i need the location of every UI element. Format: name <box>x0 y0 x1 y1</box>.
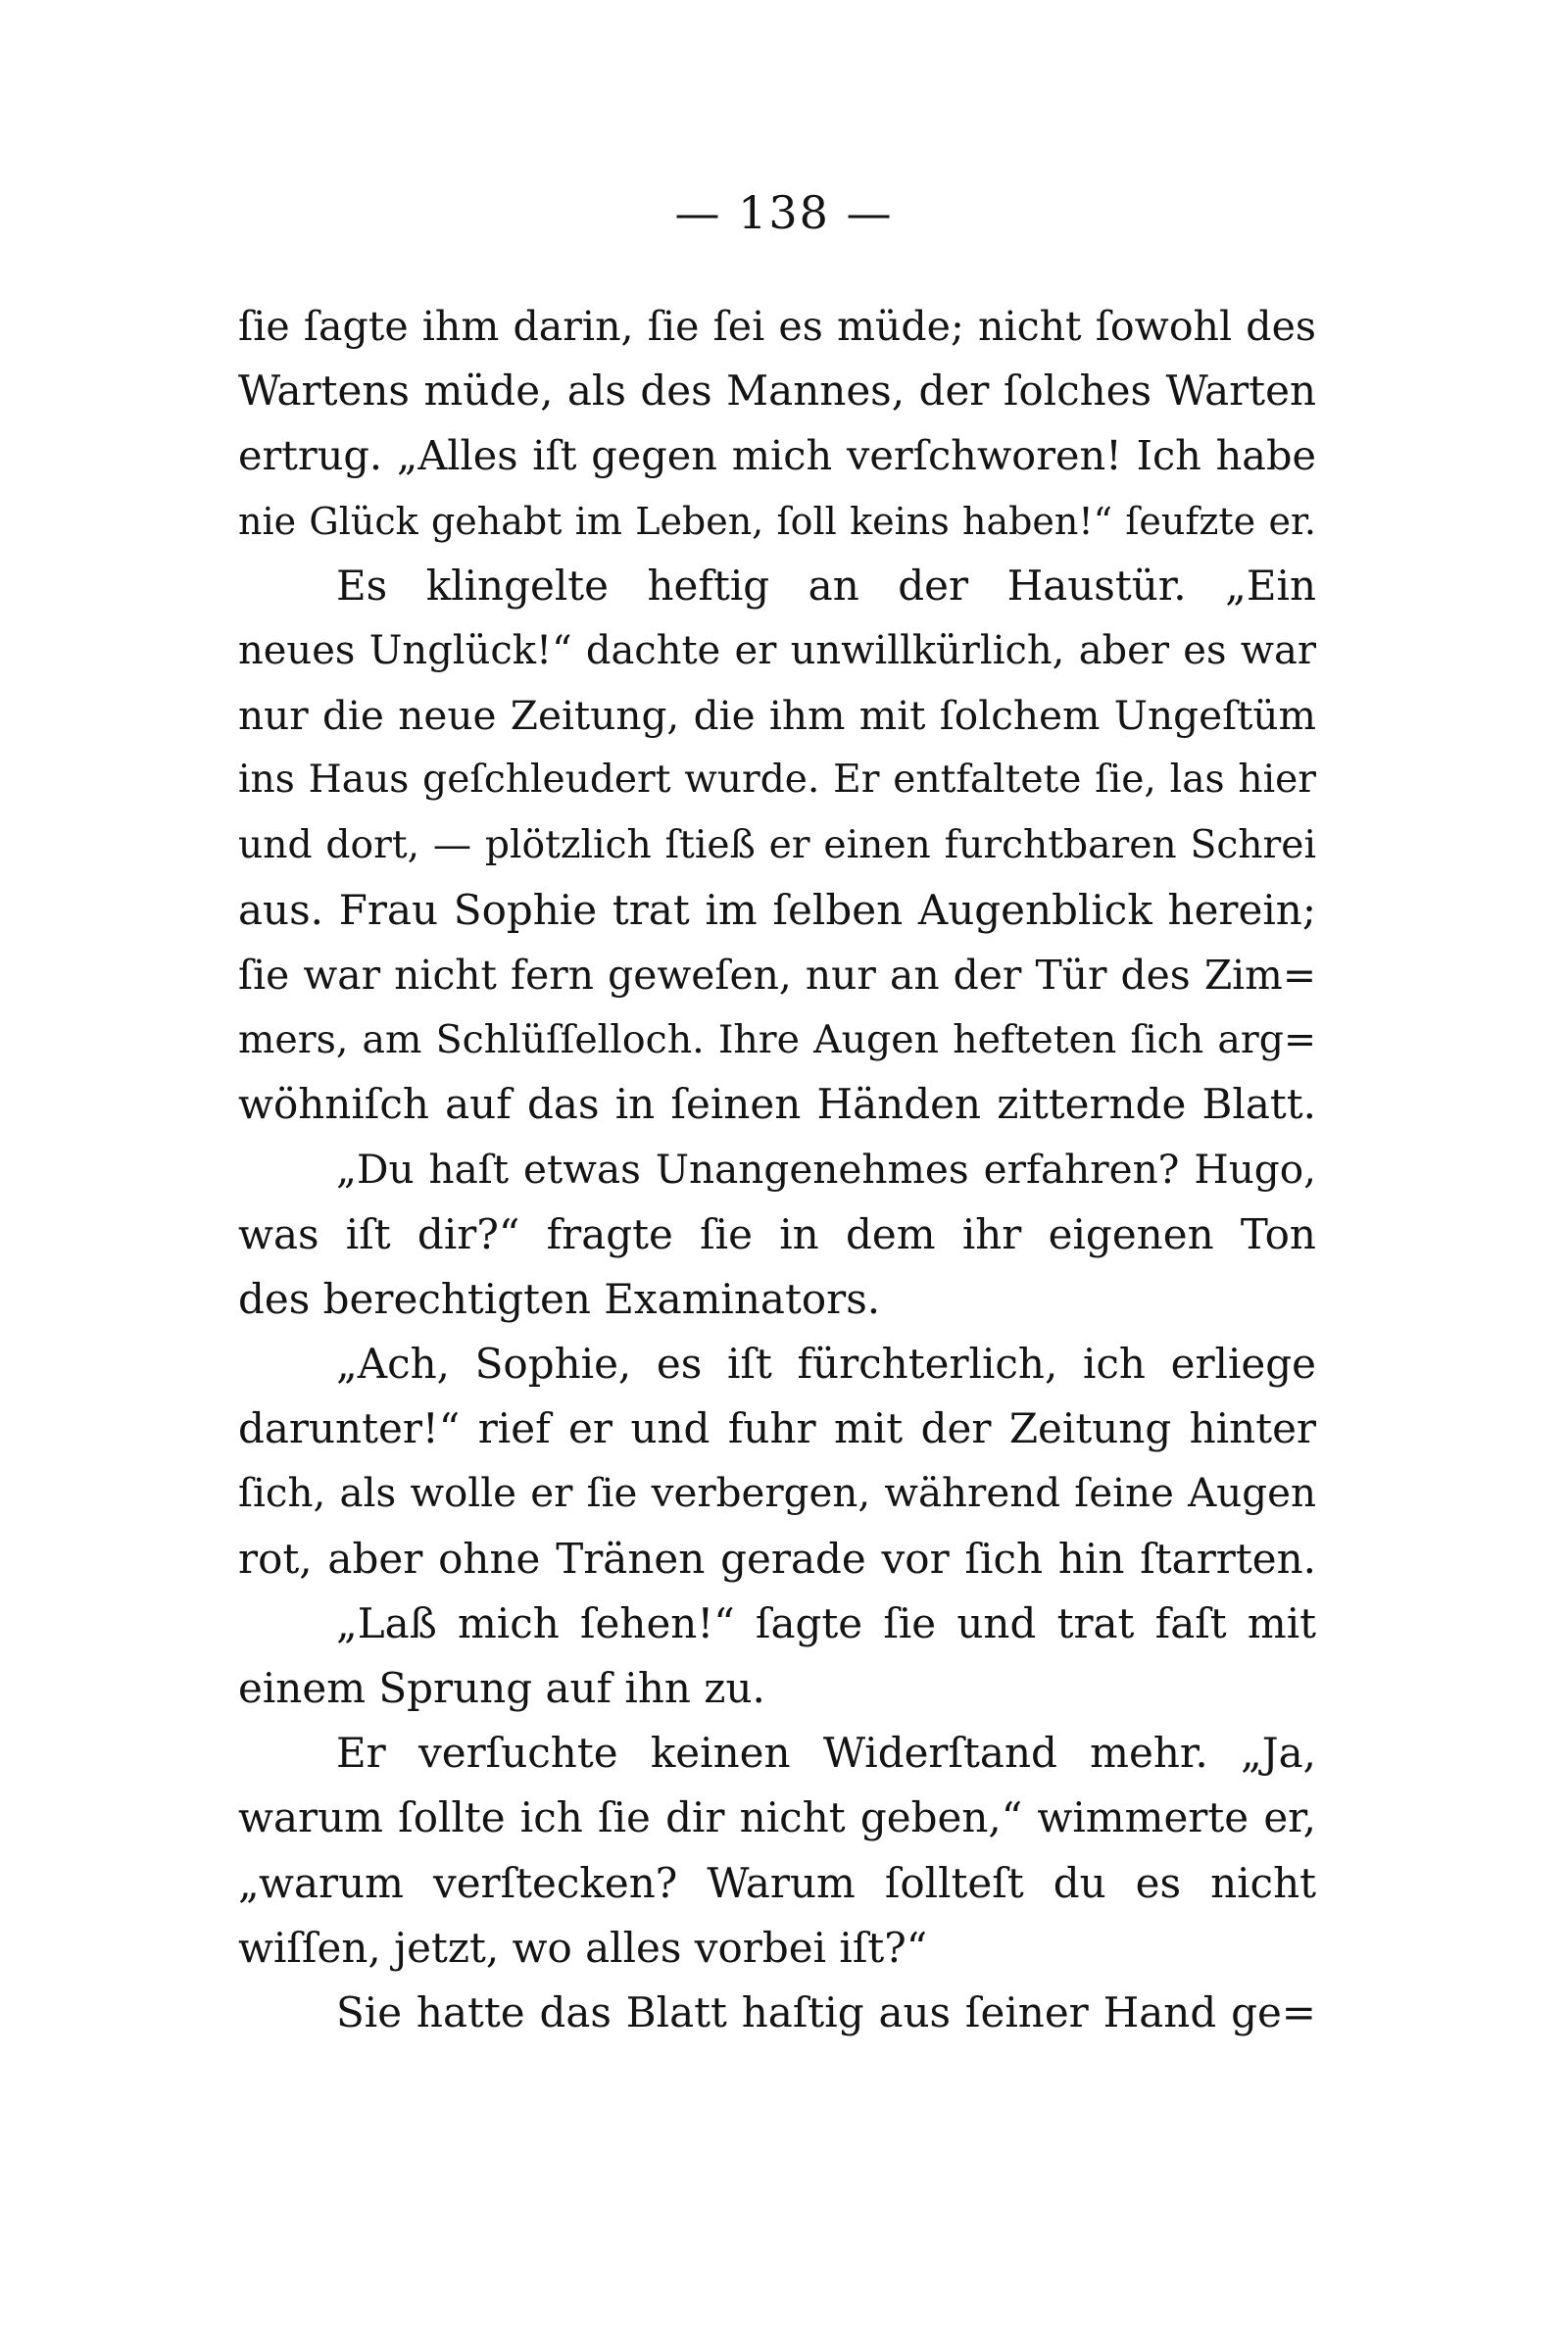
page-number: — 138 — <box>674 186 894 239</box>
text-line: Es klingelte heftig an der Haustür. „Ein <box>336 561 1316 610</box>
body-text <box>238 294 1316 2045</box>
text-line: Sie hatte das Blatt haſtig aus ſeiner Hand ge= <box>336 1987 1316 2036</box>
text-line: „Laß mich ſehen!“ ſagte ſie und trat faſt mit <box>336 1598 1316 1647</box>
text-line: ertrug. „Alles iſt gegen mich verſchworen! Ich habe <box>238 432 1316 480</box>
text-line: Wartens müde, als des Mannes, der ſolches Warten <box>238 367 1316 416</box>
text-line: mers, am Schlüſſelloch. Ihre Augen hefteten ſich arg= <box>238 1017 1316 1063</box>
text-line: neues Unglück!“ dachte er unwillkürlich, aber es war <box>238 627 1316 673</box>
text-line: ins Haus geſchleudert wurde. Er entfaltete ſie, las hier <box>238 758 1316 803</box>
text-line: aus. Frau Sophie trat im ſelben Augenblick herein; <box>238 885 1316 934</box>
text-line: darunter!“ rief er und fuhr mit der Zeitung hinter <box>238 1404 1316 1453</box>
text-line: was iſt dir?“ fragte ſie in dem ihr eigenen Ton <box>238 1209 1316 1258</box>
text-line: und dort, — plötzlich ſtieß er einen furchtbaren Schrei <box>238 822 1316 867</box>
text-line: wöhniſch auf das in ſeinen Händen zitternde Blatt. <box>238 1080 1316 1129</box>
text-line: ſie war nicht fern geweſen, nur an der Tür des Zim= <box>238 951 1316 999</box>
text-line: Er verſuchte keinen Widerſtand mehr. „Ja, <box>336 1729 1316 1778</box>
text-line: nie Glück gehabt im Leben, ſoll keins haben!“ ſeufzte er. <box>238 499 1316 543</box>
text-line: einem Sprung auf ihn zu. <box>238 1663 765 1712</box>
text-line: nur die neue Zeitung, die ihm mit ſolchem Ungeſtüm <box>238 692 1316 740</box>
text-line: rot, aber ohne Tränen gerade vor ſich hin ſtarrten. <box>238 1534 1316 1583</box>
text-line: „Ach, Sophie, es iſt fürchterlich, ich erliege <box>336 1340 1316 1388</box>
text-line: „warum verſtecken? Warum ſollteſt du es nicht <box>238 1858 1316 1907</box>
text-line: ſich, als wolle er ſie verbergen, während ſeine Augen <box>238 1470 1316 1517</box>
text-line: warum ſollte ich ſie dir nicht geben,“ wimmerte er, <box>238 1793 1316 1842</box>
text-line: des berechtigten Examinators. <box>238 1274 881 1323</box>
text-line: ſie ſagte ihm darin, ſie ſei es müde; nicht ſowohl des <box>238 303 1316 350</box>
text-line: „Du haſt etwas Unangenehmes erfahren? Hugo, <box>336 1146 1316 1194</box>
text-line: wiſſen, jetzt, wo alles vorbei iſt?“ <box>238 1923 928 1972</box>
